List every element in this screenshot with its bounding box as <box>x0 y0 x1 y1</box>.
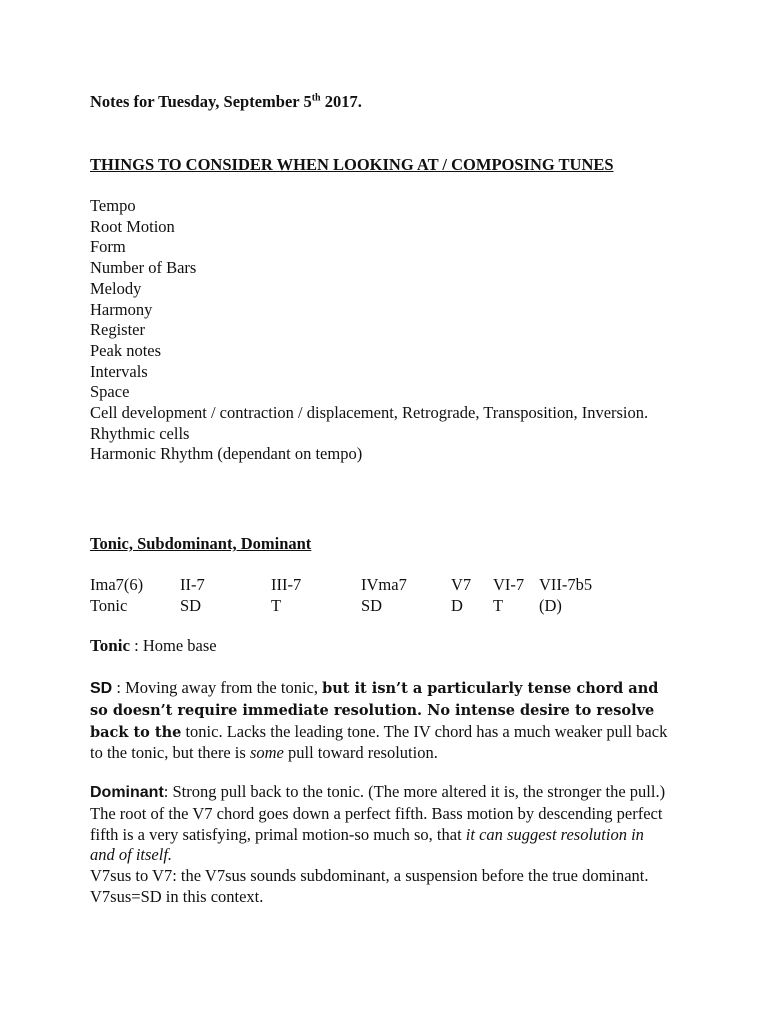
chord-function: SD <box>180 595 202 615</box>
list-item: Number of Bars <box>90 258 197 278</box>
list-item: Form <box>90 237 126 257</box>
sd-label: SD <box>90 680 113 697</box>
chord-function: T <box>271 595 282 615</box>
tonic-text: : Home base <box>130 636 217 655</box>
v7sus-text: V7sus to V7: the V7sus sounds subdominant, a suspension before the true dominant. V7sus=SD in this context. <box>90 866 649 906</box>
tonic-paragraph <box>90 636 670 657</box>
list-item: Space <box>90 382 130 402</box>
chord-symbol: VI-7 <box>493 575 525 594</box>
list-item: Melody <box>90 278 142 298</box>
dominant-label: Dominant <box>90 784 164 801</box>
subdominant-paragraph <box>90 678 670 764</box>
list-item: Harmony <box>90 299 153 319</box>
title-superscript: th <box>311 92 321 104</box>
list-item: Tempo <box>90 196 136 215</box>
dominant-text: : Strong pull back to the tonic. (The more altered it is, the stronger the pull.) The root of the V7 chord goes down a perfect fifth. Bass motion by descending perfect fifth is a very satisfying, primal motion-so much so, that <box>90 782 666 844</box>
chord-function-row <box>90 596 609 617</box>
page-title <box>90 92 362 112</box>
chord-function: (D) <box>539 595 562 615</box>
dominant-paragraph <box>90 782 670 908</box>
sd-text-end: pull toward resolution. <box>283 743 438 763</box>
tonic-label: Tonic <box>90 636 131 655</box>
chord-function: SD <box>361 595 383 615</box>
list-item: Intervals <box>90 361 148 381</box>
sd-text: tonic. Lacks the leading tone. The IV chord has a much weaker pull back to the tonic, but there is <box>90 721 668 763</box>
chord-function: Tonic <box>90 595 128 615</box>
chord-function-table <box>90 575 609 616</box>
chord-function: T <box>493 595 504 615</box>
chord-symbol: Ima7(6) <box>90 575 144 594</box>
chord-symbol-row <box>90 575 609 596</box>
list-item: Cell development / contraction / displacement, Retrograde, Transposition, Inversion. <box>90 403 649 423</box>
list-item: Root Motion <box>90 216 175 236</box>
section-heading-considerations: THINGS TO CONSIDER WHEN LOOKING AT / COMPOSING TUNES <box>90 155 614 174</box>
sd-italic-text: some <box>249 743 284 763</box>
chord-symbol: II-7 <box>180 575 205 594</box>
list-item: Register <box>90 320 145 340</box>
list-item: Rhythmic cells <box>90 423 190 443</box>
dominant-italic-text: it can suggest resolution in and of itself. <box>90 824 644 865</box>
chord-symbol: III-7 <box>271 575 302 594</box>
section-heading-functions: Tonic, Subdominant, Dominant <box>90 534 312 553</box>
list-item: Peak notes <box>90 340 162 360</box>
chord-symbol: IVma7 <box>361 575 407 594</box>
title-text: Notes for Tuesday, September 5 <box>90 92 312 111</box>
chord-function: D <box>451 595 463 615</box>
title-year: 2017. <box>320 92 362 111</box>
sd-separator: : Moving away from the tonic, <box>112 678 323 697</box>
considerations-list <box>90 196 650 465</box>
sd-bold-text: but it isn’t a particularly tense chord and so doesn’t require immediate resolution. No intense desire to resolve back to the <box>90 680 659 741</box>
chord-symbol: V7 <box>451 575 472 594</box>
chord-symbol: VII-7b5 <box>539 575 593 594</box>
list-item: Harmonic Rhythm (dependant on tempo) <box>90 444 363 464</box>
